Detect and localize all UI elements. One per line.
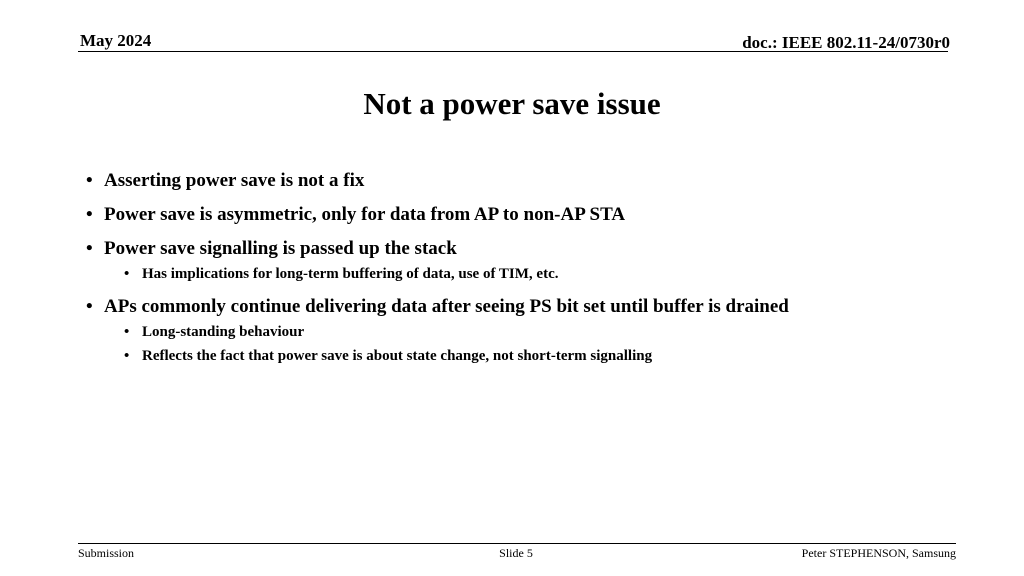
sub-bullet-list — [86, 264, 966, 284]
bullet-item — [86, 294, 966, 320]
sub-bullet-icon: • — [124, 266, 130, 282]
sub-bullet-icon: • — [124, 348, 130, 364]
bullet-text: Power save signalling is passed up the stack — [104, 238, 457, 259]
footer-divider — [78, 543, 956, 544]
footer-author: Peter STEPHENSON, Samsung — [801, 546, 956, 560]
bullet-text: APs commonly continue delivering data after seeing PS bit set until buffer is drained — [104, 296, 789, 317]
sub-bullet-list — [86, 322, 966, 366]
sub-bullet-icon: • — [124, 324, 130, 340]
header-doc-id: doc.: IEEE 802.11-24/0730r0 — [742, 33, 950, 52]
header-divider — [78, 51, 948, 52]
bullet-icon: • — [86, 170, 93, 191]
bullet-icon: • — [86, 204, 93, 225]
bullet-text: Power save is asymmetric, only for data from AP to non-AP STA — [104, 204, 626, 225]
sub-bullet-text: Long-standing behaviour — [142, 324, 305, 340]
sub-bullet-item — [86, 264, 966, 284]
slide-title: Not a power save issue — [363, 86, 661, 121]
bullet-list — [86, 168, 966, 376]
sub-bullet-text: Reflects the fact that power save is about state change, not short-term signalling — [142, 348, 653, 364]
header-date: May 2024 — [80, 31, 152, 50]
footer-slide-number: Slide 5 — [499, 546, 533, 560]
bullet-item — [86, 236, 966, 262]
bullet-text: Asserting power save is not a fix — [104, 170, 365, 191]
sub-bullet-text: Has implications for long-term buffering of data, use of TIM, etc. — [142, 266, 559, 282]
sub-bullet-item — [86, 322, 966, 342]
bullet-icon: • — [86, 238, 93, 259]
bullet-item — [86, 168, 966, 194]
sub-bullet-item — [86, 346, 966, 366]
bullet-icon: • — [86, 296, 93, 317]
footer-submission: Submission — [78, 546, 135, 560]
bullet-item — [86, 202, 966, 228]
